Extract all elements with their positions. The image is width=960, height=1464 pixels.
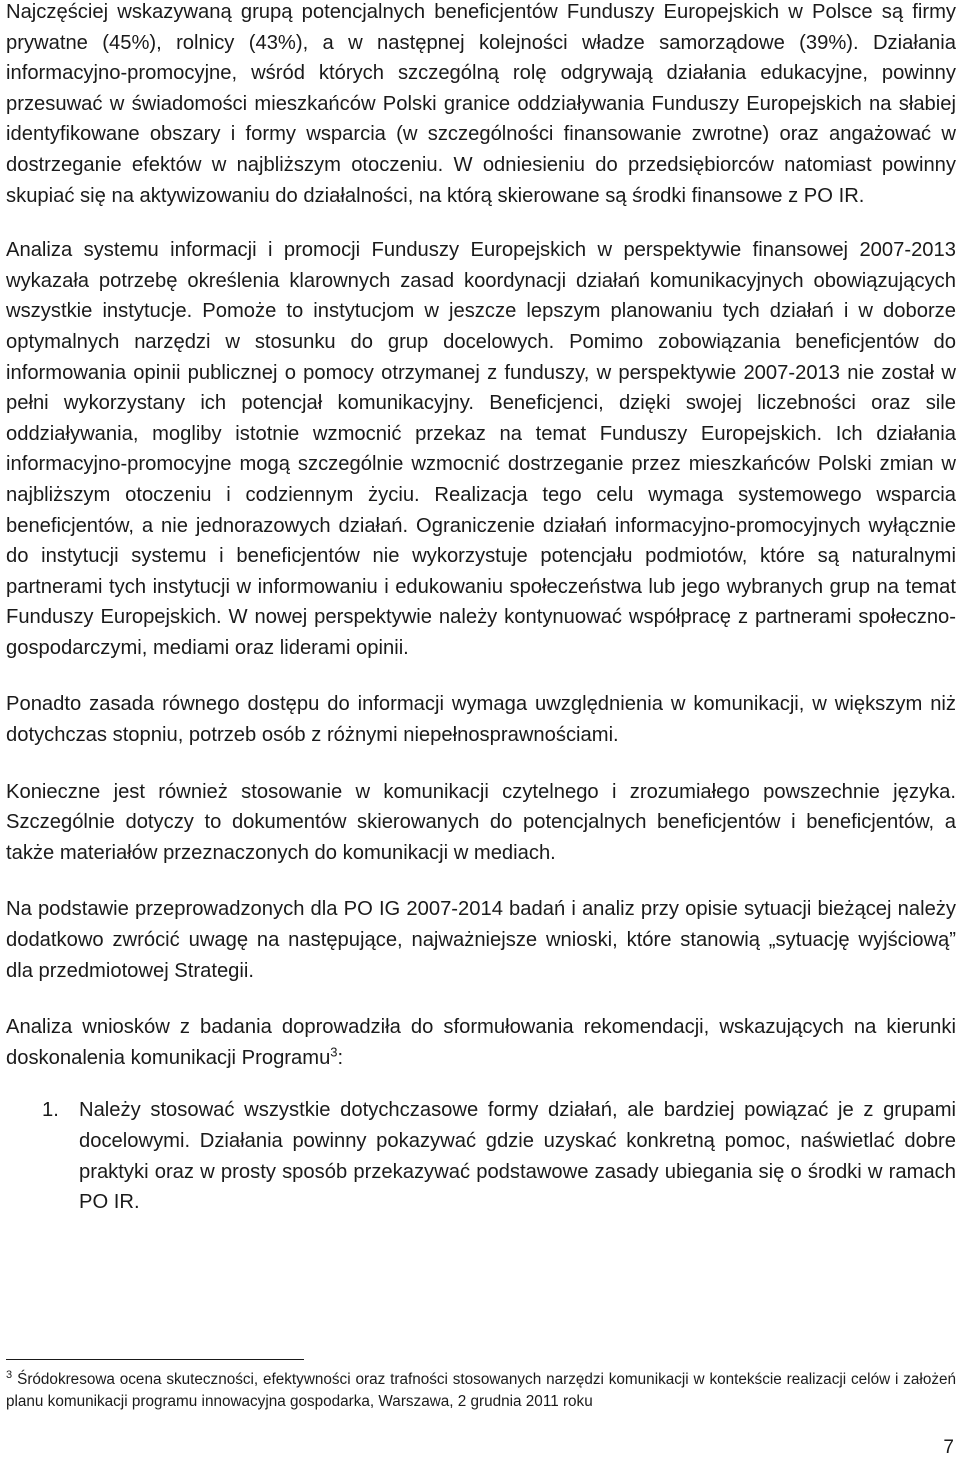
list-item: [6, 1095, 956, 1217]
paragraph-research-basis: Na podstawie przeprowadzonych dla PO IG 2007-2014 badań i analiz przy opisie sytuacji bieżącej należy dodatkowo zwrócić uwagę na następujące, najważniejsze wnioski, które stanowią „sytuację wyjściową” dla przedmiotowej Strategii.: [6, 898, 956, 982]
footnote-reference[interactable]: 3: [330, 1044, 338, 1060]
footnote: [6, 1369, 956, 1414]
paragraph-plain-language: Konieczne jest również stosowanie w komunikacji czytelnego i zrozumiałego powszechnie języka. Szczególnie dotyczy to dokumentów skierowanych do potencjalnych beneficjentów i beneficjentów, a także materiałów przeznaczonych do komunikacji w mediach.: [6, 780, 956, 864]
intro-text: Analiza wniosków z badania doprowadziła do sformułowania rekomendacji, wskazujących na kierunki doskonalenia komunikacji Programu: [6, 1016, 956, 1069]
list-item-text: Należy stosować wszystkie dotychczasowe formy działań, ale bardziej powiązać je z grupami docelowymi. Działania powinny pokazywać gdzie uzyskać konkretną pomoc, naświetlać dobre praktyki oraz w prosty sposób przekazywać podstawowe zasady ubiegania się o środki w ramach PO IR.: [79, 1099, 956, 1214]
footnote-text: Śródokresowa ocena skuteczności, efektywności oraz trafności stosowanych narzędzi komunikacji w kontekście realizacji celów i założeń planu komunikacji programu innowacyjna gospodarka, Warszawa, 2 grudnia 2011 roku: [6, 1371, 956, 1411]
footnote-divider: [6, 1359, 304, 1360]
paragraph-system-analysis: Analiza systemu informacji i promocji Funduszy Europejskich w perspektywie finansowej 2007-2013 wykazała potrzebę określenia klarownych zasad koordynacji działań komunikacyjnych obowiązujących wszystkie instytucje. Pomoże to instytucjom w jeszcze lepszym planowaniu tych działań i w doborze optymalnych narzędzi w stosunku do grup docelowych. Pomimo zobowiązania beneficjentów do informowania opinii publicznej o pomocy otrzymanej z funduszy, w perspektywie 2007-2013 nie został w pełni wykorzystany ich potencjał komunikacyjny. Beneficjenci, dzięki swojej liczebności oraz sile oddziaływania, mogliby istotnie wzmocnić przekaz na temat Funduszy Europejskich. Ich działania informacyjno-promocyjne mogą szczególnie wzmocnić dostrzeganie przez mieszkańców Polski zmian w najbliższym otoczeniu i codziennym życiu. Realizacja tego celu wymaga systemowego wsparcia beneficjentów, a nie jednorazowych działań. Ograniczenie działań informacyjno-promocyjnych wyłącznie do instytucji systemu i beneficjentów nie wykorzystuje potencjału podmiotów, które są naturalnymi partnerami tych instytucji w informowaniu i edukowaniu społeczeństwa lub jego wybranych grup na temat Funduszy Europejskich. W nowej perspektywie należy kontynuować współpracę z partnerami społeczno-gospodarczymi, mediami oraz liderami opinii.: [6, 239, 956, 659]
footnote-mark: 3: [6, 1368, 13, 1381]
paragraph-beneficiaries: Najczęściej wskazywaną grupą potencjalnych beneficjentów Funduszy Europejskich w Polsce są firmy prywatne (45%), rolnicy (43%), a w następnej kolejności władze samorządowe (39%). Działania informacyjno-promocyjne, wśród których szczególną rolę odgrywają działania edukacyjne, powinny przesuwać w świadomości mieszkańców Polski granice oddziaływania Funduszy Europejskich na słabiej identyfikowane obszary i formy wsparcia (w szczególności finansowanie zwrotne) oraz angażować w dostrzeganie efektów w najbliższym otoczeniu. W odniesieniu do przedsiębiorców natomiast powinny skupiać się na aktywizowaniu do działalności, na którą skierowane są środki finansowe z PO IR.: [6, 1, 956, 207]
paragraph-equal-access: Ponadto zasada równego dostępu do informacji wymaga uwzględnienia w komunikacji, w większym niż dotychczas stopniu, potrzeb osób z różnymi niepełnosprawnościami.: [6, 693, 956, 747]
document-body: [6, 0, 956, 1218]
intro-colon: :: [337, 1046, 344, 1069]
list-item-number: 1.: [42, 1099, 59, 1122]
recommendations-list: [6, 1095, 956, 1217]
paragraph-recommendations-intro: [6, 1012, 956, 1073]
page-number: 7: [943, 1437, 954, 1458]
